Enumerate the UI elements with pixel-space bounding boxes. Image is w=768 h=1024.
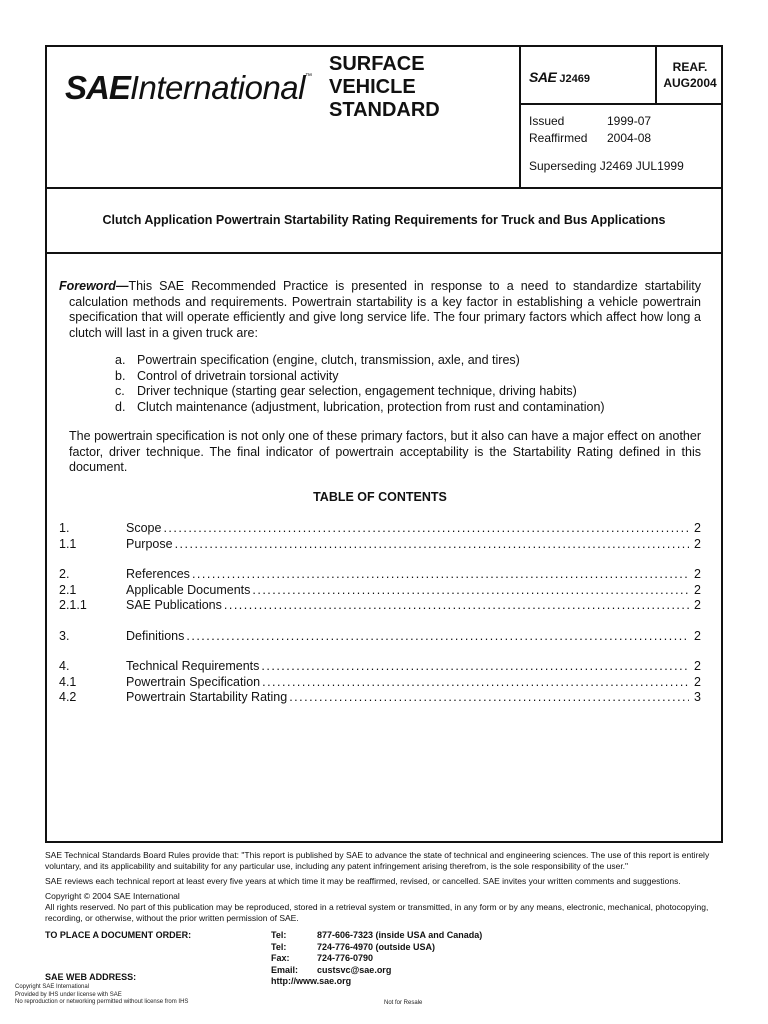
divider: [655, 47, 657, 103]
logo-trademark: ™: [305, 73, 312, 80]
body-paragraph: The powertrain specification is not only one of these primary factors, but it also can have a major effect on another factor, driver technique. The final indicator of powertrain acceptability is the Startability Rating defined in this document.: [69, 429, 701, 474]
board-rules-notice: SAE Technical Standards Board Rules provide that: "This report is published by SAE to advance the state of technical and engineering sciences. The use of this report is entirely voluntary, and its applicability and suitability for any particular use, including any patent infringement arising therefrom, is the sole responsibility of the user.": [45, 850, 710, 871]
toc-page: 2: [694, 567, 701, 581]
ihs-license-note: [15, 984, 188, 1007]
toc-page: 2: [694, 536, 701, 551]
contact-key: Email:: [271, 964, 299, 975]
standard-type-line: STANDARD: [329, 99, 440, 121]
toc-label: Applicable Documents: [126, 582, 251, 597]
email-link[interactable]: custsvc@sae.org: [317, 964, 392, 975]
issue-dates: [529, 113, 651, 147]
table-of-contents: [59, 521, 701, 706]
contact-row: [271, 965, 482, 977]
website-link[interactable]: http://www.sae.org: [271, 976, 352, 986]
list-letter: a.: [115, 353, 126, 367]
list-item: [115, 369, 701, 385]
document-frame: [45, 45, 723, 843]
toc-entry[interactable]: [59, 537, 701, 553]
list-letter: c.: [115, 384, 125, 398]
standard-type-line: VEHICLE: [329, 76, 416, 98]
toc-leader: [192, 567, 689, 583]
resale-note: Not for Resale: [384, 1000, 423, 1006]
reaffirmation-badge: [661, 59, 719, 91]
toc-number: 2.1: [59, 582, 77, 597]
contact-value[interactable]: 877-606-7323 (inside USA and Canada): [317, 930, 483, 940]
toc-page: 2: [694, 598, 701, 612]
toc-label: Purpose: [126, 536, 173, 551]
toc-label: Definitions: [126, 628, 185, 643]
divider: [521, 103, 721, 105]
toc-entry[interactable]: [59, 659, 701, 675]
toc-leader: [261, 659, 689, 675]
toc-leader: [175, 537, 689, 553]
order-label: TO PLACE A DOCUMENT ORDER:: [45, 930, 192, 940]
factor-list: [59, 353, 701, 415]
list-letter: b.: [115, 368, 126, 383]
sae-international-logo: [65, 69, 312, 105]
toc-number: 2.: [59, 567, 70, 581]
toc-number: 2.1.1: [59, 598, 87, 612]
document-number: [529, 69, 590, 85]
copyright-line: Copyright © 2004 SAE International: [45, 891, 180, 901]
toc-leader: [224, 598, 689, 614]
foreword-text: This SAE Recommended Practice is presented in response to a need to standardize startability calculation methods and requirements. Powertrain startability is a key factor in establishing a vehicle powertrain specification that will operate efficiently and give long service life. The four primary factors which affect how long a clutch will last in a given truck are:: [69, 279, 701, 340]
document-title: Clutch Application Powertrain Startability Rating Requirements for Truck and Bus Applications: [102, 212, 666, 227]
reaffirmed-label: Reaffirmed: [529, 131, 588, 145]
toc-leader: [186, 629, 689, 645]
standard-type: [329, 53, 514, 122]
web-address-label: SAE WEB ADDRESS:: [45, 972, 137, 982]
toc-number: 3.: [59, 628, 70, 643]
toc-number: 4.: [59, 659, 70, 673]
contact-key: Tel:: [271, 941, 287, 952]
toc-number: 4.2: [59, 690, 77, 704]
contact-row: [271, 953, 482, 965]
logo-international-text: International: [129, 69, 305, 106]
toc-page: 2: [694, 628, 701, 643]
superseding-text: Superseding J2469 JUL1999: [529, 159, 684, 173]
toc-leader: [252, 583, 689, 599]
ihs-note-line: Provided by IHS under license with SAE: [15, 991, 122, 998]
foreword-paragraph: [59, 279, 701, 341]
toc-leader: [262, 675, 689, 691]
reaffirmed-row: [529, 130, 651, 147]
toc-entry[interactable]: [59, 567, 701, 583]
header: [47, 47, 721, 189]
ihs-note-line: Copyright SAE International: [15, 984, 90, 990]
list-text: Control of drivetrain torsional activity: [137, 368, 339, 383]
title-row: [47, 187, 721, 254]
toc-label: Powertrain Startability Rating: [126, 690, 288, 704]
doc-number-text: J2469: [559, 73, 590, 85]
toc-leader: [289, 690, 689, 706]
document-body: [59, 279, 701, 706]
toc-label: Technical Requirements: [126, 659, 260, 673]
toc-label: Powertrain Specification: [126, 674, 261, 689]
contact-key: Tel:: [271, 930, 287, 940]
standard-type-line: SURFACE: [329, 53, 425, 75]
mini-sae-logo: SAE: [529, 69, 557, 85]
foreword-lead: Foreword—: [59, 279, 129, 293]
rights-notice: All rights reserved. No part of this publication may be reproduced, stored in a retrieval system or transmitted, in any form or by any means, electronic, mechanical, photocopying, recording, or otherwise, without the prior written permission of SAE.: [45, 902, 709, 923]
contact-row: [271, 942, 482, 954]
reaf-label: REAF.: [672, 60, 708, 74]
divider: [519, 47, 521, 187]
toc-entry[interactable]: [59, 583, 701, 599]
toc-label: Scope: [126, 521, 162, 535]
list-text: Clutch maintenance (adjustment, lubrication, protection from rust and contamination): [137, 399, 605, 414]
toc-number: 4.1: [59, 674, 77, 689]
toc-page: 2: [694, 521, 701, 535]
toc-entry[interactable]: [59, 629, 701, 645]
list-item: [115, 384, 701, 400]
contact-value[interactable]: 724-776-4970 (outside USA): [317, 941, 436, 952]
toc-number: 1.: [59, 521, 70, 535]
list-item: [115, 400, 701, 416]
contact-value[interactable]: 724-776-0790: [317, 953, 374, 963]
toc-page: 2: [694, 582, 701, 597]
toc-heading: TABLE OF CONTENTS: [313, 489, 447, 504]
toc-entry[interactable]: [59, 598, 701, 614]
issued-row: [529, 113, 651, 130]
list-text: Driver technique (starting gear selection, engagement technique, driving habits): [137, 384, 577, 398]
footer-notices: [45, 850, 735, 928]
logo-sae-text: SAE: [65, 69, 130, 106]
toc-entry[interactable]: [59, 675, 701, 691]
toc-entry[interactable]: [59, 521, 701, 537]
contact-row: [271, 976, 482, 988]
review-notice: SAE reviews each technical report at least every five years at which time it may be reaffirmed, revised, or cancelled. SAE invites your written comments and suggestions.: [45, 876, 681, 886]
toc-number: 1.1: [59, 536, 77, 551]
toc-label: SAE Publications: [126, 598, 222, 612]
toc-page: 3: [694, 690, 701, 704]
issued-value: 1999-07: [607, 114, 652, 128]
reaf-date: AUG2004: [663, 76, 717, 90]
toc-page: 2: [694, 674, 701, 689]
issued-label: Issued: [529, 114, 565, 128]
contact-list: [271, 930, 482, 988]
toc-entry[interactable]: [59, 690, 701, 706]
toc-page: 2: [694, 659, 701, 673]
reaffirmed-value: 2004-08: [607, 131, 652, 145]
ihs-note-line: No reproduction or networking permitted without license from IHS: [15, 999, 189, 1005]
list-item: [115, 353, 701, 369]
toc-label: References: [126, 567, 190, 581]
list-letter: d.: [115, 399, 126, 414]
list-text: Powertrain specification (engine, clutch, transmission, axle, and tires): [137, 353, 520, 367]
contact-row: [271, 930, 482, 942]
contact-key: Fax:: [271, 953, 290, 963]
toc-leader: [163, 521, 689, 537]
